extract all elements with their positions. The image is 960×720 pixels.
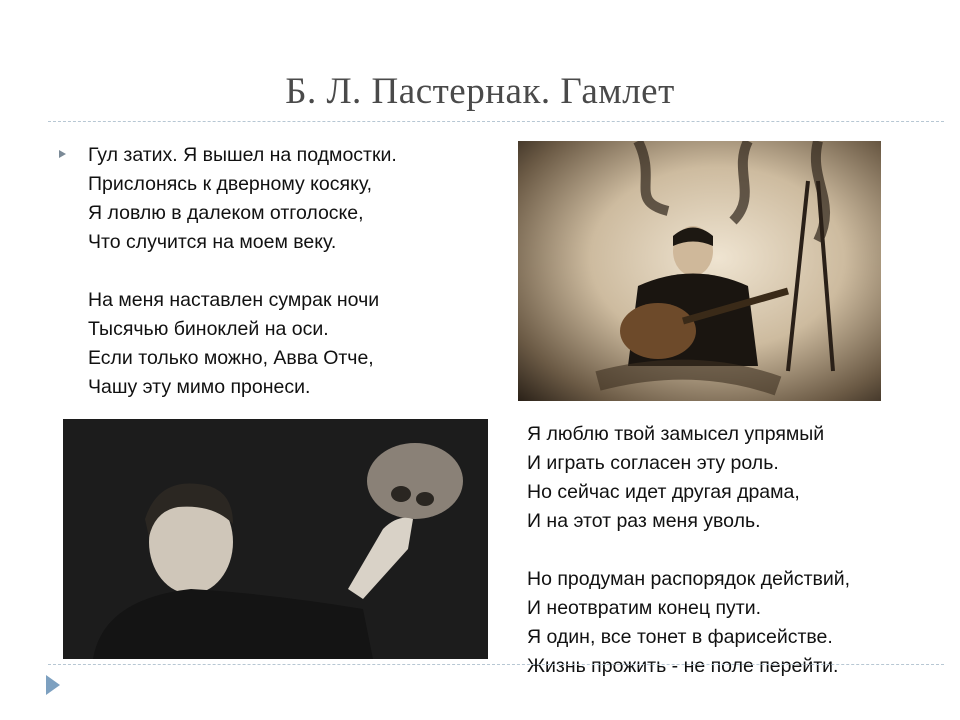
poem-stanza-2 — [88, 286, 379, 402]
poem-line: И на этот раз меня уволь. — [527, 510, 761, 532]
poem-line: На меня наставлен сумрак ночи — [88, 289, 380, 311]
poem-line: Чашу эту мимо пронеси. — [88, 376, 311, 398]
poem-line: И неотвратим конец пути. — [527, 597, 762, 619]
poem-line: Прислонясь к дверному косяку, — [88, 173, 373, 195]
poem-stanza-3 — [527, 420, 824, 536]
poem-line: И играть согласен эту роль. — [527, 452, 779, 474]
photo-actor-with-guitar — [518, 141, 881, 401]
slide-title: Б. Л. Пастернак. Гамлет — [285, 71, 675, 112]
poem-line: Что случится на моем веку. — [88, 231, 337, 253]
poem-stanza-1 — [88, 141, 397, 257]
poem-line: Я ловлю в далеком отголоске, — [88, 202, 364, 224]
footer-divider — [48, 664, 944, 665]
next-slide-arrow-icon[interactable] — [46, 675, 60, 695]
poem-line: Жизнь прожить - не поле перейти. — [527, 655, 839, 677]
poem-line: Я люблю твой замысел упрямый — [527, 423, 825, 445]
poem-line: Тысячью биноклей на оси. — [88, 318, 329, 340]
poem-line: Гул затих. Я вышел на подмостки. — [88, 144, 397, 166]
triangle-bullet-icon — [59, 150, 66, 158]
title-divider — [48, 121, 944, 122]
photo-actor-with-skull — [63, 419, 488, 659]
poem-line: Но продуман распорядок действий, — [527, 568, 851, 590]
poem-line: Если только можно, Авва Отче, — [88, 347, 374, 369]
poem-line: Но сейчас идет другая драма, — [527, 481, 800, 503]
poem-line: Я один, все тонет в фарисействе. — [527, 626, 833, 648]
